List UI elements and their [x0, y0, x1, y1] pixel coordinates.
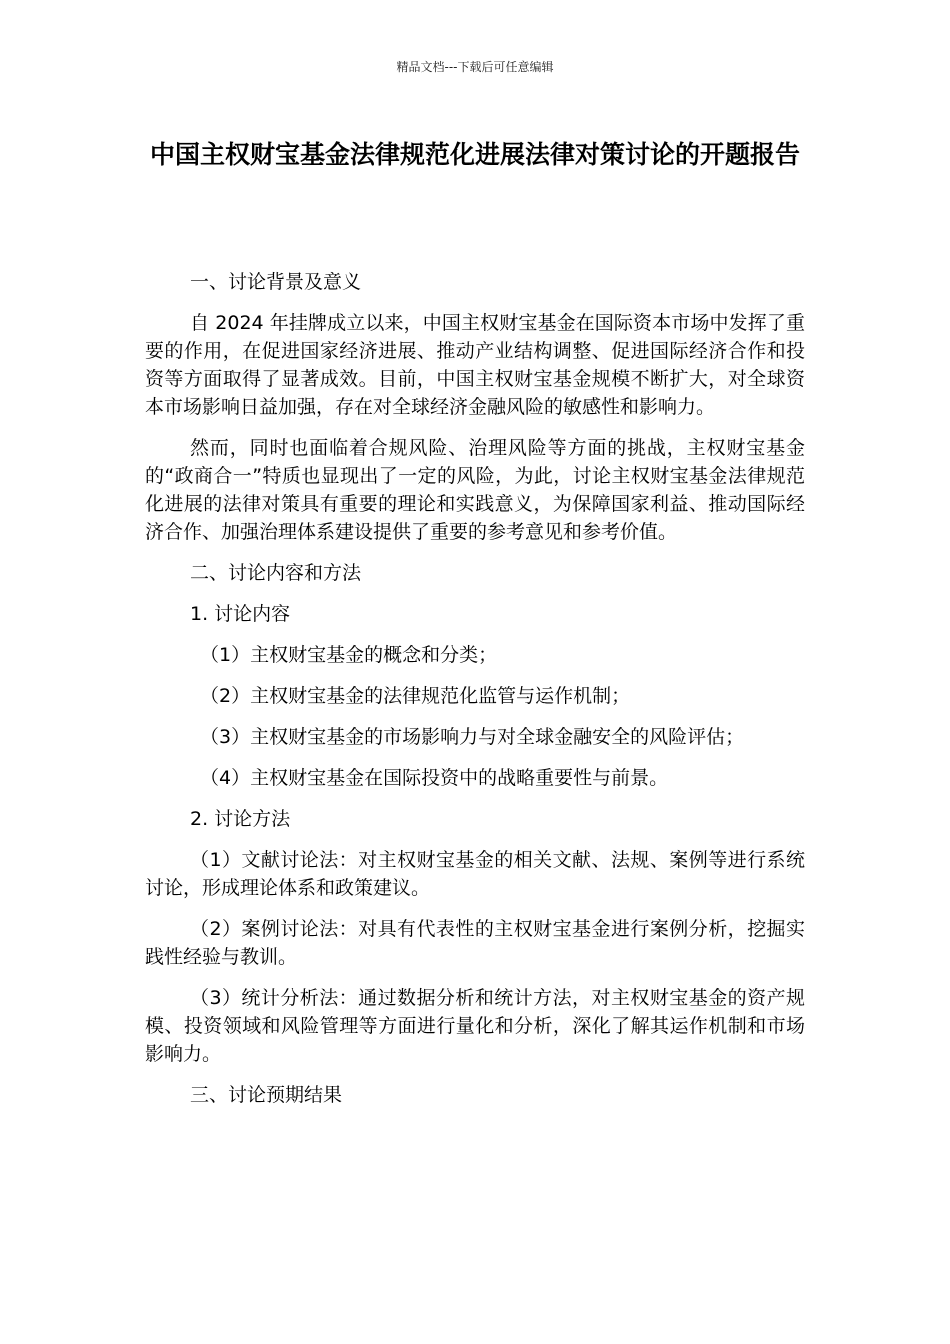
subsection-heading: 2. 讨论方法 — [190, 808, 291, 830]
document-title: 中国主权财宝基金法律规范化进展法律对策讨论的开题报告 — [149, 140, 800, 169]
list-item: （2）主权财宝基金的法律规范化监管与运作机制； — [200, 685, 631, 707]
method-paragraph: （3）统计分析法：通过数据分析和统计方法，对主权财宝基金的资产规模、投资领域和风险管理等方面进行量化和分析，深化了解其运作机制和市场影响力。 — [145, 987, 805, 1065]
list-item: （3）主权财宝基金的市场影响力与对全球金融安全的风险评估； — [200, 726, 745, 748]
method-paragraph: （2）案例讨论法：对具有代表性的主权财宝基金进行案例分析，挖掘实践性经验与教训。 — [145, 918, 805, 968]
list-item: （1）主权财宝基金的概念和分类； — [200, 644, 498, 666]
subsection-heading: 1. 讨论内容 — [190, 603, 291, 625]
section-heading-2: 二、讨论内容和方法 — [190, 562, 362, 584]
header-note: 精品文档---下载后可任意编辑 — [396, 60, 554, 74]
paragraph: 然而，同时也面临着合规风险、治理风险等方面的挑战，主权财宝基金的“政商合一”特质也显现出了一定的风险，为此，讨论主权财宝基金法律规范化进展的法律对策具有重要的理论和实践意义，为保障国家利益、推动国际经济合作、加强治理体系建设提供了重要的参考意见和参考价值。 — [145, 437, 805, 543]
section-heading-1: 一、讨论背景及意义 — [190, 271, 362, 293]
paragraph: 自 2024 年挂牌成立以来，中国主权财宝基金在国际资本市场中发挥了重要的作用，在促进国家经济进展、推动产业结构调整、促进国际经济合作和投资等方面取得了显著成效。目前，中国主权财宝基金规模不断扩大，对全球资本市场影响日益加强，存在对全球经济金融风险的敏感性和影响力。 — [145, 312, 805, 418]
method-paragraph: （1）文献讨论法：对主权财宝基金的相关文献、法规、案例等进行系统讨论，形成理论体系和政策建议。 — [145, 849, 805, 899]
document-body — [145, 268, 805, 1122]
list-item: （4）主权财宝基金在国际投资中的战略重要性与前景。 — [200, 767, 669, 789]
section-heading-3: 三、讨论预期结果 — [190, 1084, 343, 1106]
